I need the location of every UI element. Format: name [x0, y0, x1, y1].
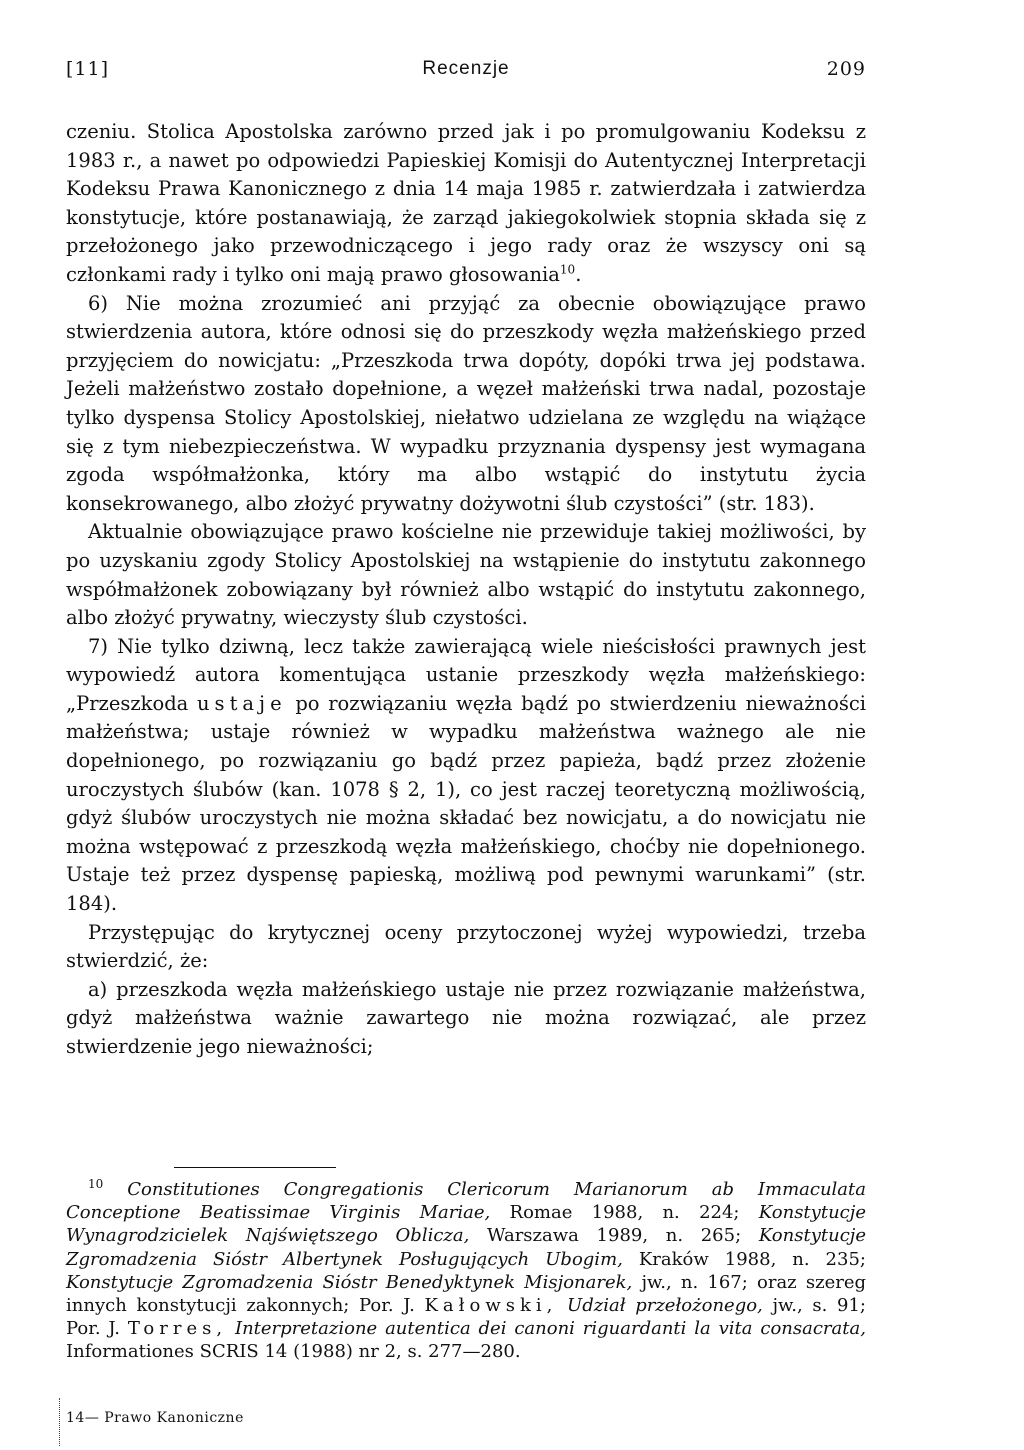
running-title: Recenzje	[422, 58, 510, 79]
footnote-number: 10	[88, 1177, 104, 1191]
footnote-reference[interactable]: 10	[559, 262, 576, 277]
paragraph: a) przeszkoda węzła małżeńskiego ustaje nie przez rozwiązanie małżeństwa, gdyż małżeństwa ważnie zawartego nie można rozwiązać, ale przez stwierdzenie jego nieważności;	[66, 977, 866, 1058]
author-name: Torres,	[127, 1318, 228, 1340]
running-header	[66, 58, 866, 88]
footnote	[66, 1178, 866, 1364]
paragraph: 6) Nie można zrozumieć ani przyjąć za obecnie obowiązujące prawo stwierdzenia autora, które odnosi się do przeszkody węzła małżeńskiego przed przyjęciem do nowicjatu: „Przeszkoda trwa dopóty, dopóki trwa jej podstawa. Jeżeli małżeństwo zostało dopełnione, a węzeł małżeński trwa nadal, pozostaje tylko dyspensa Stolicy Apostolskiej, niełatwo udzielana ze względu na wiążące się z tym niebezpieczeństwa. W wypadku przyznania dyspensy jest wymagana zgoda współmałżonka, który ma albo wstąpić do instytutu życia konsekrowanego, albo złożyć prywatny dożywotni ślub czystości” (str. 183).	[66, 291, 866, 515]
printer-signature: 14— Prawo Kanoniczne	[66, 1410, 244, 1426]
spaced-emphasis: ustaje	[197, 691, 287, 715]
author-name: Kałowski,	[424, 1295, 558, 1317]
paragraph: czeniu. Stolica Apostolska zarówno przed jak i po promulgowaniu Kodeksu z 1983 r., a nawet po odpowiedzi Papieskiej Komisji do Autentycznej Interpretacji Kodeksu Prawa Kanonicznego z dnia 14 maja 1985 r. zatwierdzała i zatwierdza konstytucje, które postanawiają, że zarząd jakiegokolwiek stopnia składa się z przełożonego jako przewodniczącego i jego rady oraz że wszyscy oni są członkami rady i tylko oni mają prawo głosowania$^{10}$.	[66, 120, 866, 286]
margin-mark	[59, 1398, 60, 1446]
paragraph: 7) Nie tylko dziwną, lecz także zawierającą wiele nieścisłości prawnych jest wypowiedź autora komentująca ustanie przeszkody węzła małżeńskiego: „Przeszkoda ustaje po rozwiązaniu węzła bądź po stwierdzeniu nieważności małżeństwa; ustaje również w wypadku małżeństwa ważnego ale nie dopełnionego, po rozwiązaniu go bądź przez papieża, bądź przez złożenie uroczystych ślubów (kan. 1078 § 2, 1), co jest raczej teoretyczną możliwością, gdyż ślubów uroczystych nie można składać bez nowicjatu, a do nowicjatu nie można wstępować z przeszkodą węzła małżeńskiego, choćby nie dopełnionego. Ustaje też przez dyspensę papieską, możliwą pod pewnymi warunkami” (str. 184).	[66, 634, 866, 916]
section-number: [11]	[66, 58, 110, 80]
paragraph: Przystępując do krytycznej oceny przytoczonej wyżej wypowiedzi, trzeba stwierdzić, że:	[66, 920, 866, 973]
footnote-divider	[174, 1167, 336, 1168]
footnote-text: $^{10}$ Constitutiones Congregationis Clericorum Marianorum ab Immaculata Conceptione Beatissimae Virginis Mariae, Romae 1988, n. 224; Konstytucje Wynagrodzicielek Najświętszego Oblicza, Warszawa 1989, n. 265; Konstytucje Zgromadzenia Sióstr Albertynek Posługujących Ubogim, Kraków 1988, n. 235; Konstytucje Zgromadzenia Sióstr Benedyktynek Misjonarek, jw., n. 167; oraz szereg innych konstytucji zakonnych; Por. J. Kałowski, Udział przełożonego, jw., s. 91; Por. J. Torres, Interpretazione autentica dei canoni riguardanti la vita consacrata, Informationes SCRIS 14 (1988) nr 2, s. 277—280.	[66, 1177, 867, 1363]
page-number: 209	[826, 58, 866, 80]
body-text	[66, 118, 866, 1062]
paragraph: Aktualnie obowiązujące prawo kościelne nie przewiduje takiej możliwości, by po uzyskaniu zgody Stolicy Apostolskiej na wstąpienie do instytutu zakonnego współmałżonek zobowiązany był również albo wstąpić do instytutu zakonnego, albo złożyć prywatny, wieczysty ślub czystości.	[66, 520, 866, 630]
